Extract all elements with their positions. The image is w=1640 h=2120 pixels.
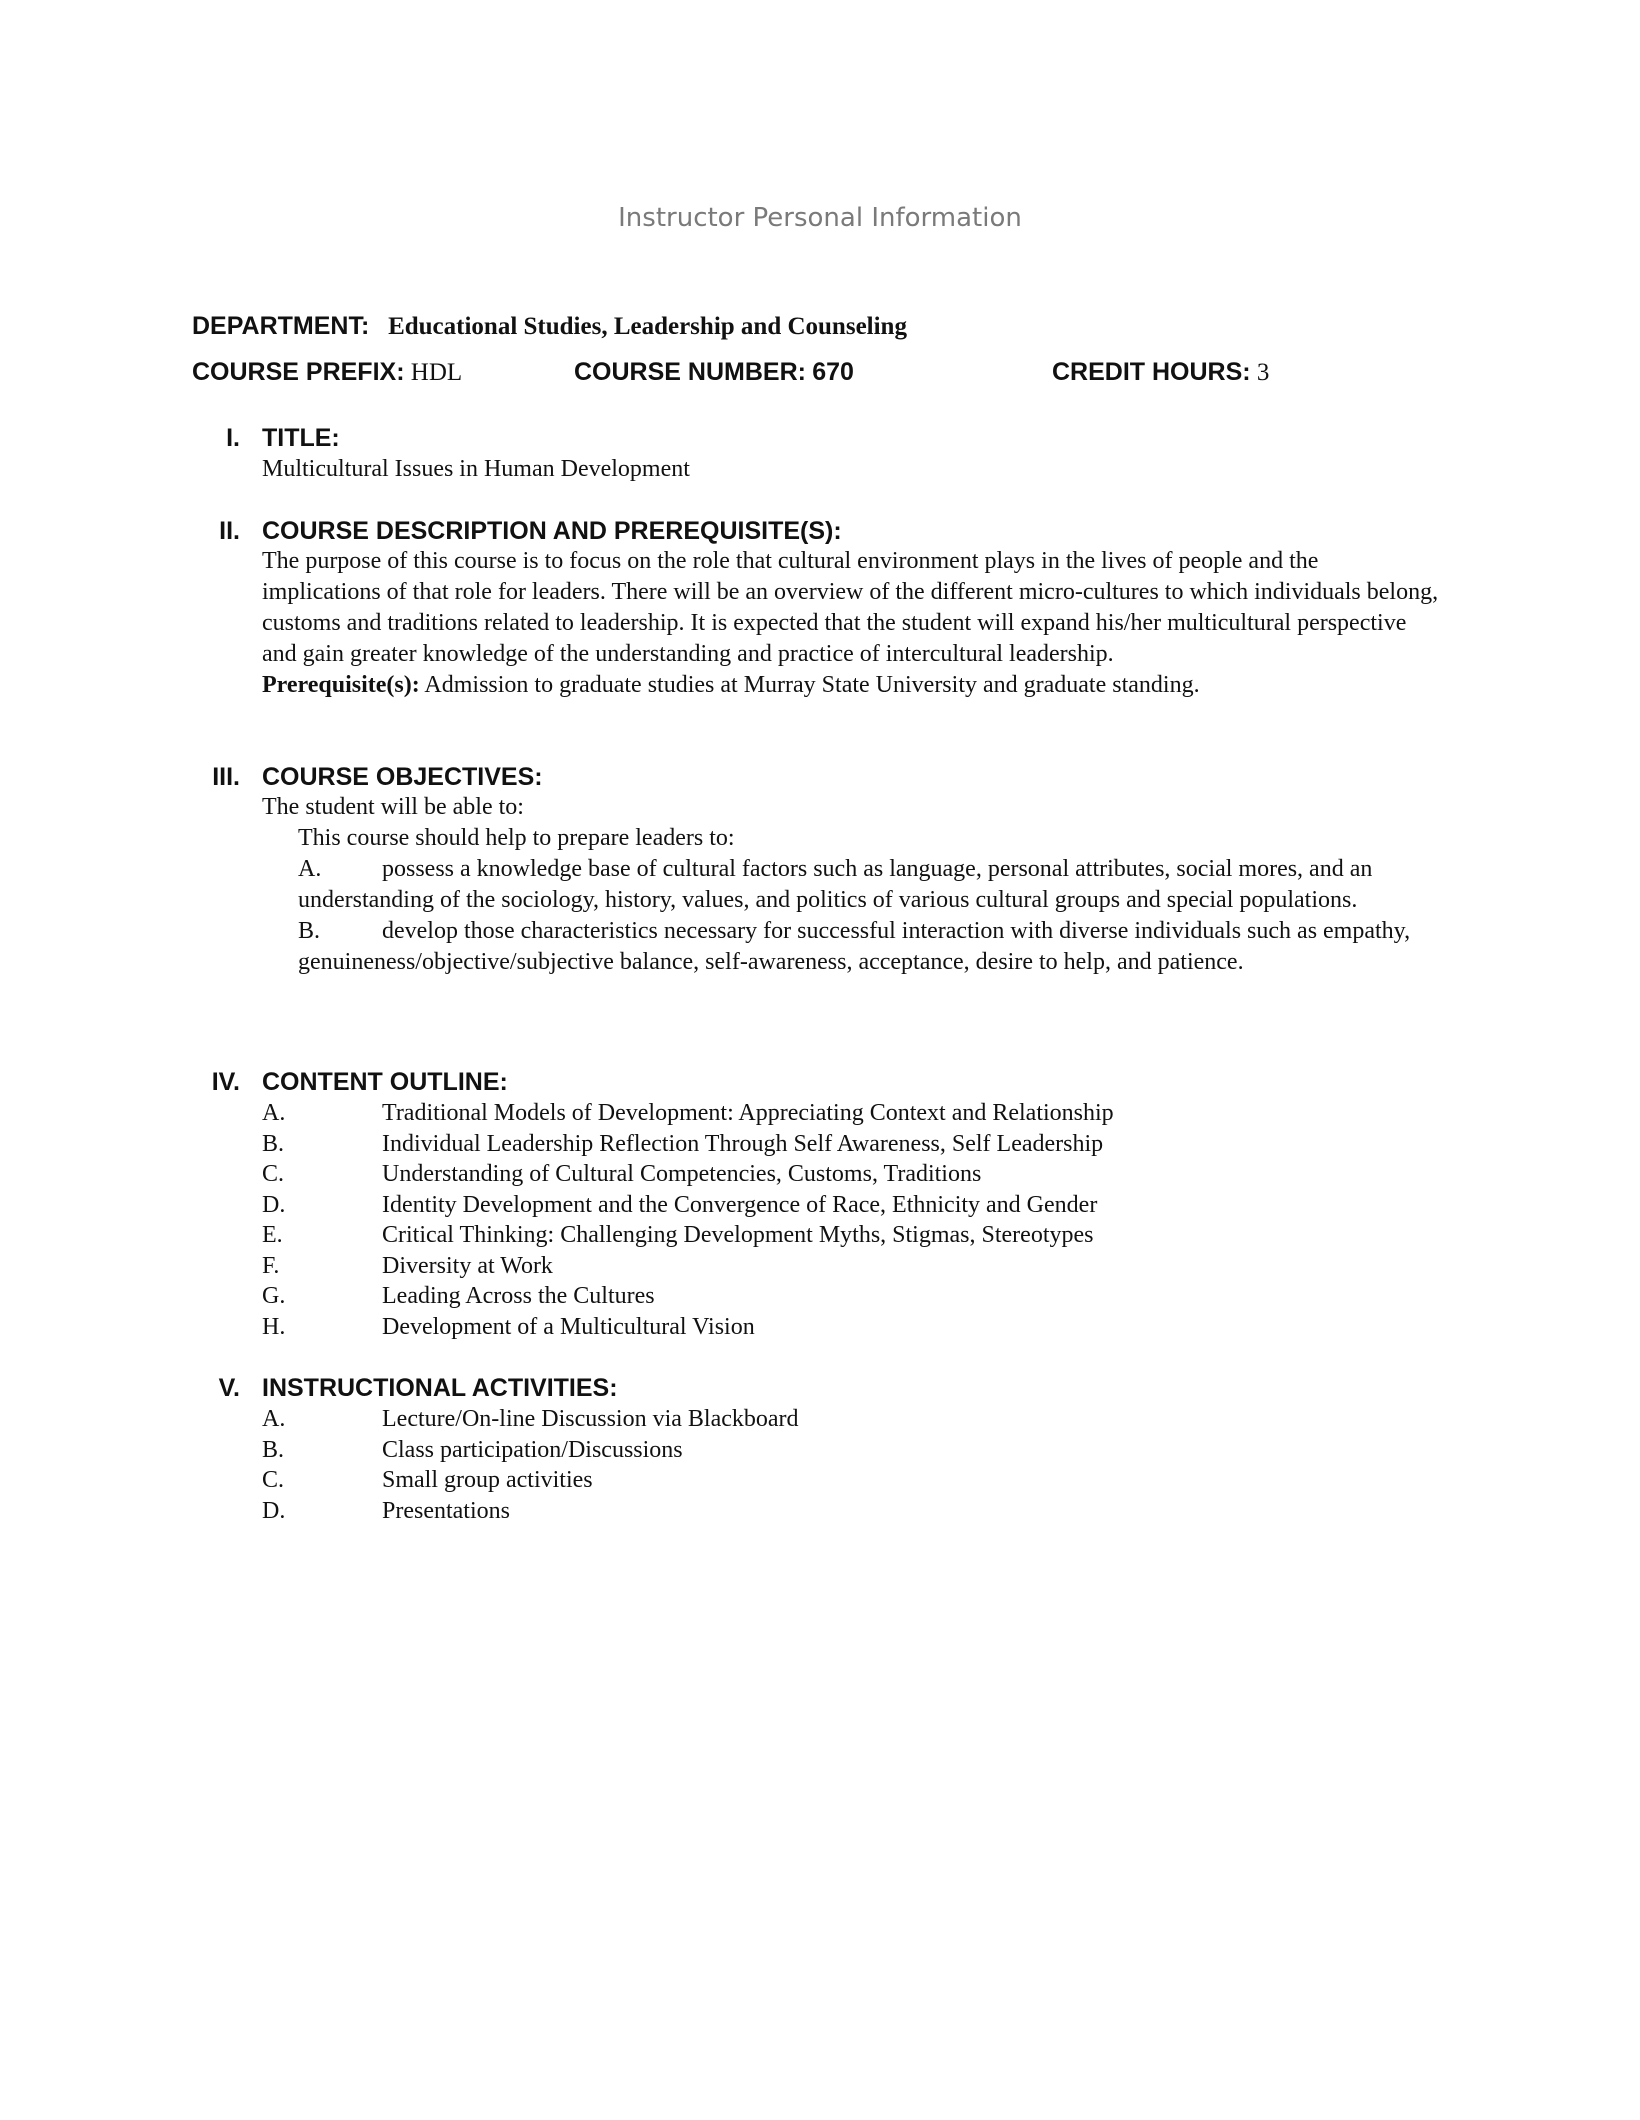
list-text: Lecture/On-line Discussion via Blackboard <box>382 1406 799 1432</box>
list-letter: D. <box>262 1497 286 1524</box>
course-prefix <box>192 358 462 387</box>
list-letter: B. <box>262 1436 285 1463</box>
objective-text: develop those characteristics necessary for successful interaction with diverse individuals such as empathy, genuineness/objective/subjective balance, self-awareness, acceptance, desire to help, and patience. <box>298 918 1411 975</box>
list-text: Leading Across the Cultures <box>382 1283 655 1309</box>
department-label: DEPARTMENT: <box>192 312 370 340</box>
objectives-lead: This course should help to prepare leaders to: <box>298 825 735 851</box>
course-number-label: COURSE NUMBER: <box>574 358 806 386</box>
section-3-heading: COURSE OBJECTIVES: <box>262 763 543 791</box>
list-letter: A. <box>262 1100 286 1126</box>
section-3-number: III. <box>212 763 240 791</box>
objectives-block <box>298 823 1438 978</box>
description-text: The purpose of this course is to focus on the role that cultural environment plays in the lives of people and the implications of that role for leaders. There will be an overview of the different micro-cultures to which individuals belong, customs and traditions related to leadership. It is expected that the student will expand his/her multicultural perspective and gain greater knowledge of the understanding and practice of intercultural leadership. <box>262 548 1439 667</box>
course-prefix-value: HDL <box>410 359 463 386</box>
list-text: Development of a Multicultural Vision <box>382 1313 755 1340</box>
objective-letter: B. <box>298 918 321 944</box>
list-letter: C. <box>262 1161 285 1187</box>
section-4-number: IV. <box>211 1068 240 1096</box>
objectives-intro: The student will be able to: <box>262 794 524 820</box>
objective-letter: A. <box>298 856 322 882</box>
section-5-number: V. <box>218 1374 240 1402</box>
section-1-number: I. <box>226 424 240 452</box>
section-2-heading: COURSE DESCRIPTION AND PREREQUISITE(S): <box>262 517 842 545</box>
list-text: Traditional Models of Development: Appreciating Context and Relationship <box>382 1100 1114 1126</box>
list-letter: C. <box>262 1467 285 1493</box>
objective-item <box>298 854 1438 916</box>
credit-hours <box>1052 358 1269 387</box>
list-letter: H. <box>262 1313 286 1340</box>
list-text: Presentations <box>382 1497 510 1524</box>
list-letter: E. <box>262 1222 283 1248</box>
list-text: Diversity at Work <box>382 1252 553 1279</box>
section-2-number: II. <box>219 517 240 545</box>
department-line <box>192 312 907 341</box>
list-text: Understanding of Cultural Competencies, Customs, Traditions <box>382 1161 982 1187</box>
list-text: Individual Leadership Reflection Through Self Awareness, Self Leadership <box>382 1130 1104 1157</box>
section-5-heading: INSTRUCTIONAL ACTIVITIES: <box>262 1374 618 1402</box>
list-letter: A. <box>262 1406 286 1432</box>
course-number-value: 670 <box>812 358 854 386</box>
prerequisite-text: Admission to graduate studies at Murray State University and graduate standing. <box>419 672 1200 698</box>
list-text: Small group activities <box>382 1467 593 1493</box>
course-description <box>262 546 1442 701</box>
list-letter: F. <box>262 1252 280 1279</box>
section-1-heading: TITLE: <box>262 424 340 452</box>
prerequisite-label: Prerequisite(s): <box>262 672 420 698</box>
section-4-heading: CONTENT OUTLINE: <box>262 1068 508 1096</box>
list-letter: G. <box>262 1283 286 1309</box>
list-text: Critical Thinking: Challenging Development Myths, Stigmas, Stereotypes <box>382 1222 1094 1248</box>
objective-item <box>298 916 1438 978</box>
credit-hours-value: 3 <box>1256 359 1270 386</box>
list-letter: B. <box>262 1130 285 1157</box>
header-note: Instructor Personal Information <box>618 203 1022 233</box>
objective-text: possess a knowledge base of cultural factors such as language, personal attributes, social mores, and an understanding of the sociology, history, values, and politics of various cultural groups and special populations. <box>298 856 1373 913</box>
course-number <box>574 358 854 387</box>
department-value: Educational Studies, Leadership and Counseling <box>388 313 907 340</box>
course-prefix-label: COURSE PREFIX: <box>192 358 405 386</box>
course-title-text: Multicultural Issues in Human Development <box>262 456 690 482</box>
list-text: Class participation/Discussions <box>382 1436 683 1463</box>
list-letter: D. <box>262 1191 286 1218</box>
list-text: Identity Development and the Convergence of Race, Ethnicity and Gender <box>382 1191 1098 1218</box>
credit-hours-label: CREDIT HOURS: <box>1052 358 1251 386</box>
